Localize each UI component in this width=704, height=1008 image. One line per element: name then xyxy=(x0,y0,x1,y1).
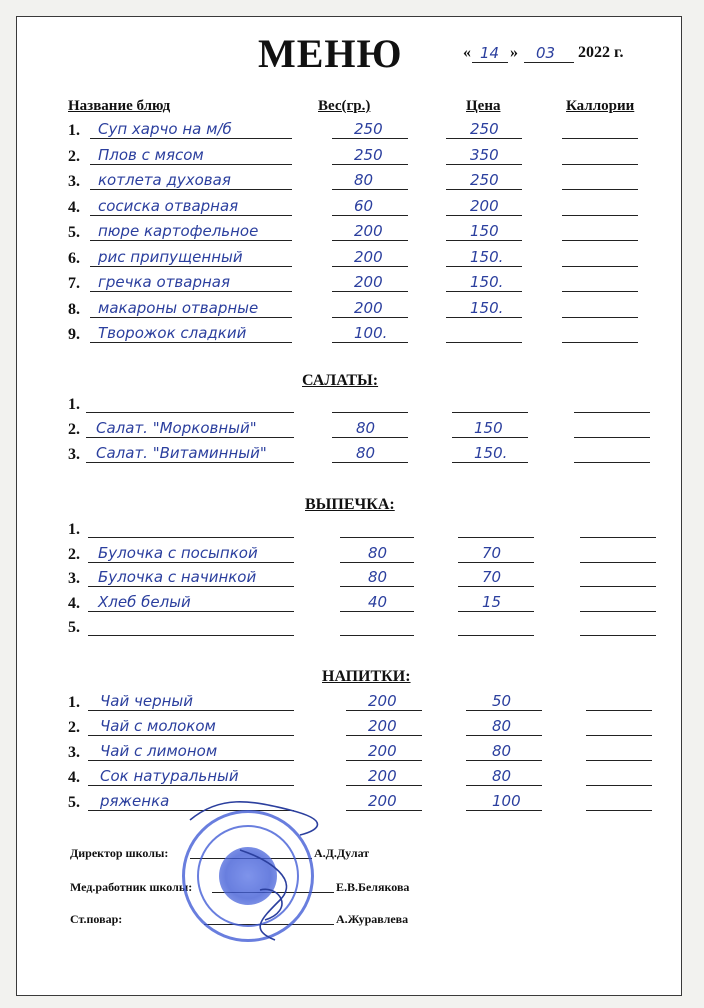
fill-line xyxy=(332,437,408,438)
dish-name: пюре картофельное xyxy=(98,222,259,240)
fill-line xyxy=(90,189,292,190)
dish-price: 150. xyxy=(470,273,504,291)
handwritten-signature xyxy=(180,790,330,950)
row-number: 5. xyxy=(68,794,80,811)
dish-name: Хлеб белый xyxy=(98,592,191,611)
fill-line xyxy=(346,810,422,811)
dish-price: 350 xyxy=(470,145,499,164)
fill-line xyxy=(562,291,638,292)
fill-line xyxy=(458,611,534,612)
date-close-quote: » xyxy=(510,44,518,61)
fill-line xyxy=(562,240,638,241)
dish-weight: 200 xyxy=(354,222,383,240)
header-weight: Вес(гр.) xyxy=(318,98,371,114)
menu-title: МЕНЮ xyxy=(258,31,403,76)
dish-name: Суп харчо на м/б xyxy=(98,120,232,138)
fill-line xyxy=(580,586,656,587)
fill-line xyxy=(90,291,292,292)
signature-name-cook: А.Журавлева xyxy=(336,912,409,926)
dish-name: макароны отварные xyxy=(98,298,259,317)
fill-line xyxy=(452,462,528,463)
dish-name: Салат. "Морковный" xyxy=(96,419,257,437)
dish-weight: 250 xyxy=(354,145,383,164)
fill-line xyxy=(86,437,294,438)
fill-line xyxy=(446,189,522,190)
fill-line xyxy=(586,785,652,786)
fill-line xyxy=(580,537,656,538)
row-number: 4. xyxy=(68,594,80,612)
row-number: 2. xyxy=(68,421,80,438)
fill-line xyxy=(346,785,422,786)
fill-line xyxy=(90,240,292,241)
fill-line xyxy=(90,342,292,343)
dish-weight: 200 xyxy=(368,692,397,710)
dish-price: 150. xyxy=(470,298,504,317)
fill-line xyxy=(446,291,522,292)
fill-line xyxy=(458,586,534,587)
row-number: 5. xyxy=(68,224,80,241)
fill-line xyxy=(586,710,652,711)
dish-weight: 200 xyxy=(368,767,397,785)
dish-price: 80 xyxy=(492,742,512,760)
fill-line xyxy=(452,412,528,413)
row-number: 1. xyxy=(68,694,80,711)
dish-weight: 200 xyxy=(368,792,397,810)
fill-line xyxy=(562,266,638,267)
fill-line xyxy=(86,462,294,463)
fill-line xyxy=(88,635,294,636)
fill-line xyxy=(458,562,534,563)
dish-price: 70 xyxy=(482,568,502,586)
fill-line xyxy=(466,735,542,736)
fill-line xyxy=(340,611,414,612)
dish-weight: 60 xyxy=(354,196,374,215)
fill-line xyxy=(90,266,292,267)
row-number: 3. xyxy=(68,446,80,463)
row-number: 2. xyxy=(68,719,80,736)
fill-line xyxy=(332,342,408,343)
fill-line xyxy=(458,537,534,538)
fill-line xyxy=(332,266,408,267)
fill-line xyxy=(562,342,638,343)
fill-line xyxy=(90,138,292,139)
row-number: 9. xyxy=(68,326,80,343)
fill-line xyxy=(86,412,294,413)
date-day: 14 xyxy=(480,44,500,62)
dish-weight: 200 xyxy=(368,742,397,760)
fill-line xyxy=(466,810,542,811)
fill-line xyxy=(446,240,522,241)
dish-weight: 80 xyxy=(368,568,388,586)
signature-name-director: А.Д.Дулат xyxy=(314,846,370,860)
fill-line xyxy=(332,189,408,190)
fill-line xyxy=(466,760,542,761)
fill-line xyxy=(452,437,528,438)
dish-name: Чай с молоком xyxy=(100,717,216,735)
signature-role-director: Директор школы: xyxy=(70,846,169,860)
dish-price: 150 xyxy=(474,419,503,437)
fill-line xyxy=(346,735,422,736)
fill-line xyxy=(340,562,414,563)
fill-line xyxy=(458,635,534,636)
row-number: 5. xyxy=(68,619,80,636)
fill-line xyxy=(88,760,294,761)
dish-weight: 80 xyxy=(354,171,374,189)
fill-line xyxy=(332,462,408,463)
fill-line xyxy=(332,215,408,216)
fill-line xyxy=(574,462,650,463)
dish-weight: 40 xyxy=(368,592,388,611)
dish-name: Салат. "Витаминный" xyxy=(96,444,267,462)
fill-line xyxy=(332,164,408,165)
fill-line xyxy=(340,586,414,587)
fill-line xyxy=(88,537,294,538)
dish-name: Плов с мясом xyxy=(98,145,204,164)
header-dish-name: Название блюд xyxy=(68,98,171,114)
fill-line xyxy=(586,810,652,811)
row-number: 1. xyxy=(68,396,80,413)
fill-line xyxy=(332,412,408,413)
fill-line xyxy=(346,760,422,761)
dish-price: 80 xyxy=(492,717,512,735)
dish-name: гречка отварная xyxy=(98,273,231,291)
section-bakery: ВЫПЕЧКА: xyxy=(305,496,395,513)
dish-name: сосиска отварная xyxy=(98,196,239,215)
fill-line xyxy=(562,189,638,190)
dish-name: Булочка с посыпкой xyxy=(98,543,258,562)
dish-price: 250 xyxy=(470,120,499,138)
row-number: 3. xyxy=(68,570,80,587)
dish-weight: 100. xyxy=(354,324,388,342)
fill-line xyxy=(580,562,656,563)
fill-line xyxy=(90,215,292,216)
dish-weight: 200 xyxy=(368,717,397,735)
dish-price: 80 xyxy=(492,767,512,785)
dish-name: ряженка xyxy=(100,792,170,810)
dish-price: 70 xyxy=(482,543,502,562)
header-price: Цена xyxy=(466,98,501,114)
fill-line xyxy=(446,342,522,343)
dish-name: Чай с лимоном xyxy=(100,742,218,760)
fill-line xyxy=(88,586,294,587)
section-drinks: НАПИТКИ: xyxy=(322,668,411,685)
header-calories: Каллории xyxy=(566,98,635,114)
dish-weight: 200 xyxy=(354,298,383,317)
fill-line xyxy=(90,164,292,165)
fill-line xyxy=(88,611,294,612)
dish-name: Сок натуральный xyxy=(100,767,239,785)
date-open-quote: « xyxy=(463,44,471,61)
dish-weight: 80 xyxy=(356,444,376,462)
fill-line xyxy=(88,735,294,736)
fill-line xyxy=(466,710,542,711)
dish-name: Чай черный xyxy=(100,692,194,710)
fill-line xyxy=(562,138,638,139)
fill-line xyxy=(580,611,656,612)
fill-line xyxy=(562,164,638,165)
dish-name: рис припущенный xyxy=(98,247,243,266)
fill-line xyxy=(332,291,408,292)
dish-weight: 250 xyxy=(354,120,383,138)
date-year: 2022 г. xyxy=(578,44,624,61)
fill-line xyxy=(466,785,542,786)
row-number: 3. xyxy=(68,173,80,190)
fill-line xyxy=(562,317,638,318)
fill-line xyxy=(574,437,650,438)
fill-line xyxy=(346,710,422,711)
signature-name-medic: Е.В.Белякова xyxy=(336,880,410,894)
fill-line xyxy=(88,562,294,563)
row-number: 7. xyxy=(68,275,80,292)
row-number: 4. xyxy=(68,198,80,216)
signature-role-medic: Мед.работник школы: xyxy=(70,880,193,894)
fill-line xyxy=(340,635,414,636)
fill-line xyxy=(586,760,652,761)
row-number: 6. xyxy=(68,249,80,267)
fill-line xyxy=(580,635,656,636)
row-number: 1. xyxy=(68,521,80,538)
row-number: 2. xyxy=(68,147,80,165)
dish-price: 15 xyxy=(482,592,502,611)
fill-line xyxy=(574,412,650,413)
fill-line xyxy=(446,215,522,216)
dish-price: 100 xyxy=(492,792,521,810)
dish-weight: 200 xyxy=(354,247,383,266)
dish-price: 200 xyxy=(470,196,499,215)
dish-price: 150. xyxy=(474,444,508,462)
fill-line xyxy=(340,537,414,538)
row-number: 4. xyxy=(68,769,80,786)
fill-line xyxy=(586,735,652,736)
fill-line xyxy=(446,138,522,139)
fill-line xyxy=(332,240,408,241)
fill-line xyxy=(88,785,294,786)
dish-price: 50 xyxy=(492,692,512,710)
dish-weight: 200 xyxy=(354,273,383,291)
fill-line xyxy=(446,164,522,165)
dish-weight: 80 xyxy=(356,419,376,437)
row-number: 1. xyxy=(68,122,80,139)
fill-line xyxy=(446,317,522,318)
fill-line xyxy=(88,710,294,711)
fill-line xyxy=(90,317,292,318)
fill-line xyxy=(562,215,638,216)
dish-price: 150 xyxy=(470,222,499,240)
row-number: 2. xyxy=(68,545,80,563)
signature-role-cook: Ст.повар: xyxy=(70,912,123,926)
row-number: 3. xyxy=(68,744,80,761)
dish-name: котлета духовая xyxy=(98,171,231,189)
dish-name: Булочка с начинкой xyxy=(98,568,257,586)
fill-line xyxy=(332,317,408,318)
date-month: 03 xyxy=(536,44,556,62)
dish-weight: 80 xyxy=(368,543,388,562)
section-salads: САЛАТЫ: xyxy=(302,372,379,389)
dish-price: 150. xyxy=(470,247,504,266)
dish-price: 250 xyxy=(470,171,499,189)
fill-line xyxy=(332,138,408,139)
row-number: 8. xyxy=(68,300,80,318)
dish-name: Творожок сладкий xyxy=(98,324,247,342)
fill-line xyxy=(446,266,522,267)
